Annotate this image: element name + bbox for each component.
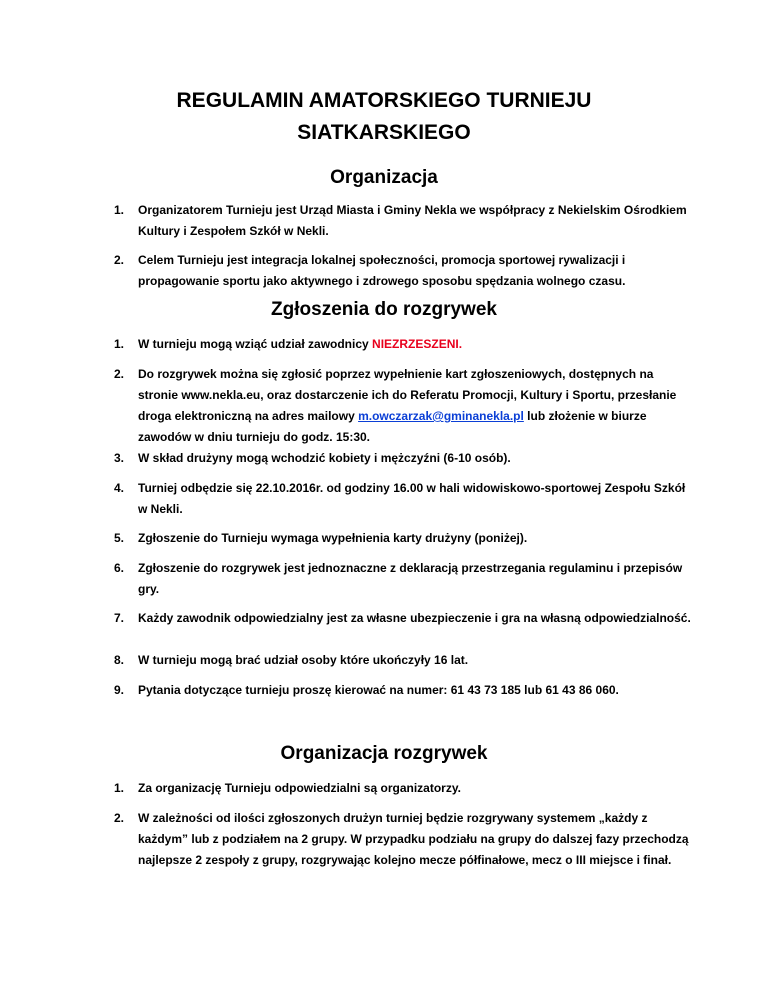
- list-item: [114, 680, 694, 701]
- list-text: Organizatorem Turnieju jest Urząd Miasta i Gminy Nekla we współpracy z Nekielskim Ośrodkiem Kultury i Zespołem Szkół w Nekli.: [138, 203, 687, 238]
- list-item: [114, 778, 694, 799]
- list-text: W skład drużyny mogą wchodzić kobiety i mężczyźni (6-10 osób).: [138, 451, 511, 465]
- list-number: 1.: [114, 781, 125, 795]
- list-item: [114, 334, 694, 355]
- list-text: Turniej odbędzie się 22.10.2016r. od godziny 16.00 w hali widowiskowo-sportowej Zespołu Szkół w Nekli.: [138, 481, 686, 516]
- title-line-2: SIATKARSKIEGO: [297, 121, 471, 144]
- list-text: Pytania dotyczące turnieju proszę kierować na numer: 61 43 73 185 lub 61 43 86 060.: [138, 683, 619, 697]
- niezrzeszeni-highlight: NIEZRZESZENI.: [372, 337, 463, 351]
- list-item: [114, 200, 694, 242]
- list-number: 2.: [114, 367, 125, 381]
- list-text-part: Do rozgrywek można się zgłosić poprzez wypełnienie kart zgłoszeniowych, dostępnych na stronie www.nekla.eu, oraz dostarczenie ich do Referatu Promocji, Kultury i Sportu, przesłanie droga elektroniczną na adres mailowy: [138, 367, 677, 423]
- list-text: Za organizację Turnieju odpowiedzialni są organizatorzy.: [138, 781, 461, 795]
- heading-organizacja-rozgrywek: Organizacja rozgrywek: [280, 743, 488, 764]
- email-link[interactable]: m.owczarzak@gminanekla.pl: [358, 409, 524, 423]
- list-item: [114, 808, 694, 871]
- list-number: 2.: [114, 811, 125, 825]
- list-text: W turnieju mogą brać udział osoby które ukończyły 16 lat.: [138, 653, 469, 667]
- list-text-part: lub złożenie w biurze zawodów w dniu turnieju do godz. 15:30.: [138, 409, 647, 444]
- list-text: W zależności od ilości zgłoszonych drużyn turniej będzie rozgrywany systemem „każdy z każdym” lub z podziałem na 2 grupy. W przypadku podziału na grupy do dalszej fazy przechodzą najlepsze 2 zespoły z grupy, rozgrywając kolejno mecze półfinałowe, mecz o III miejsce i finał.: [138, 811, 689, 867]
- list-number: 7.: [114, 611, 125, 625]
- list-item: [114, 448, 694, 469]
- heading-organizacja: Organizacja: [330, 167, 438, 188]
- title-line-1: REGULAMIN AMATORSKIEGO TURNIEJU: [176, 89, 592, 112]
- list-item: [114, 650, 694, 671]
- document-title: [0, 85, 768, 149]
- list-item: [114, 528, 694, 549]
- list-item: [114, 478, 694, 520]
- list-item: [114, 250, 694, 292]
- heading-zgloszenia: Zgłoszenia do rozgrywek: [271, 299, 497, 320]
- list-text: Zgłoszenie do rozgrywek jest jednoznaczne z deklaracją przestrzegania regulaminu i przepisów gry.: [138, 561, 683, 596]
- list-number: 2.: [114, 253, 125, 267]
- list-number: 6.: [114, 561, 125, 575]
- list-item: [114, 364, 694, 448]
- list-number: 5.: [114, 531, 125, 545]
- list-text: Każdy zawodnik odpowiedzialny jest za własne ubezpieczenie i gra na własną odpowiedzialność.: [138, 611, 691, 625]
- list-number: 1.: [114, 337, 125, 351]
- list-number: 3.: [114, 451, 125, 465]
- list-text: [138, 364, 694, 448]
- list-item: [114, 608, 694, 629]
- list-text-part: W turnieju mogą wziąć udział zawodnicy: [138, 337, 373, 351]
- list-text: [138, 334, 694, 355]
- list-text: Celem Turnieju jest integracja lokalnej społeczności, promocja sportowej rywalizacji i propagowanie sportu jako aktywnego i zdrowego sposobu spędzania wolnego czasu.: [138, 253, 626, 288]
- list-number: 9.: [114, 683, 125, 697]
- list-number: 1.: [114, 203, 125, 217]
- list-item: [114, 558, 694, 600]
- list-text: Zgłoszenie do Turnieju wymaga wypełnienia karty drużyny (poniżej).: [138, 531, 528, 545]
- list-number: 4.: [114, 481, 125, 495]
- list-number: 8.: [114, 653, 125, 667]
